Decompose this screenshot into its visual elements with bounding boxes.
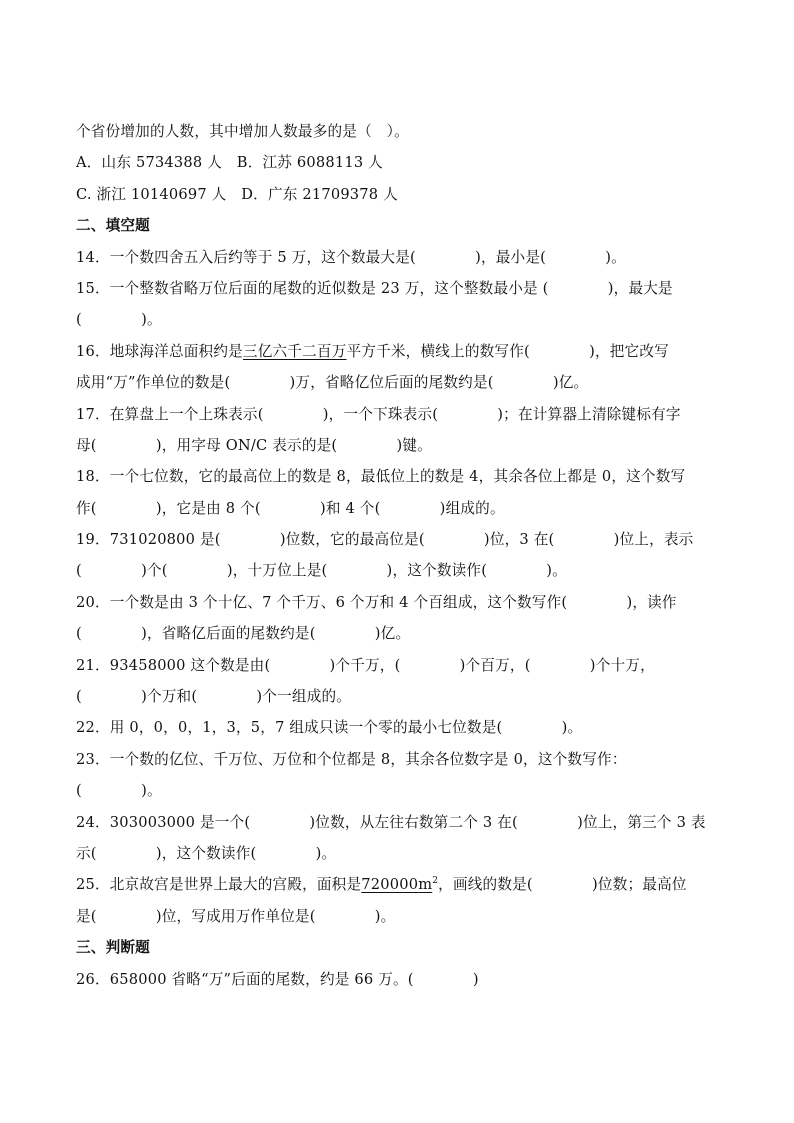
- q24-line1: 24．303003000 是一个( )位数，从左往右数第二个 3 在( )位上，第三个 3 表: [76, 813, 706, 831]
- q25-line2: 是( )位，写成用万作单位是( )。: [76, 907, 396, 925]
- q18-line1: 18．一个七位数，它的最高位上的数是 8，最低位上的数是 4，其余各位上都是 0，这个数写: [76, 468, 686, 486]
- q16-suffix: 平方千米，横线上的数写作( )，把它改写: [346, 342, 669, 360]
- q25-underlined-number: [361, 876, 432, 893]
- q21-line1: 21．93458000 这个数是由( )个千万，( )个百万，( )个十万，: [76, 656, 655, 674]
- q25-line1: [76, 869, 726, 900]
- q18-line2: 作( )，它是由 8 个( )和 4 个( )组成的。: [76, 499, 505, 517]
- q25-prefix: 25．北京故宫是世界上最大的宫殿，面积是: [76, 876, 362, 894]
- q16-prefix: 16．地球海洋总面积约是: [76, 342, 243, 360]
- q19-line2: ( )个( )，十万位上是( )，这个数读作( )。: [76, 562, 567, 580]
- worksheet-page: [76, 116, 726, 995]
- q20-line2: ( )，省略亿后面的尾数约是( )亿。: [76, 625, 411, 643]
- q13-options-cd: C. 浙江 10140697 人 D．广东 21709378 人: [76, 185, 398, 203]
- q15-line2: ( )。: [76, 311, 162, 329]
- section-heading-judge: 三、判断题: [76, 939, 150, 957]
- q13-options-ab: A．山东 5734388 人 B．江苏 6088113 人: [76, 154, 383, 172]
- q26: 26．658000 省略“万”后面的尾数，约是 66 万。( ): [76, 970, 479, 988]
- q15-line1: 15．一个整数省略万位后面的尾数的近似数是 23 万，这个整数最小是 ( )，最大是: [76, 279, 673, 297]
- q13-stem: 个省份增加的人数，其中增加人数最多的是（ ）。: [76, 123, 409, 140]
- q14: 14．一个数四舍五入后约等于 5 万，这个数最大是( )，最小是( )。: [76, 248, 626, 266]
- q25-unit: m: [418, 876, 433, 894]
- q25-unit-superscript: 2: [432, 876, 439, 887]
- q20-line1: 20．一个数是由 3 个十亿、7 个千万、6 个万和 4 个百组成，这个数写作( )，读作: [76, 593, 677, 611]
- q19-line1: 19．731020800 是( )位数，它的最高位是( )位，3 在( )位上，表示: [76, 531, 694, 549]
- q16-line2: 成用“万”作单位的数是( )万，省略亿位后面的尾数约是( )亿。: [76, 374, 589, 392]
- q22: 22．用 0，0，0，1，3，5，7 组成只读一个零的最小七位数是( )。: [76, 719, 583, 737]
- q25-number: 720000: [361, 876, 419, 894]
- q16-line1: [76, 336, 726, 367]
- q16-underlined-number: 三亿六千二百万: [242, 342, 347, 360]
- q23-line2: ( )。: [76, 782, 162, 800]
- q17-line1: 17．在算盘上一个上珠表示( )，一个下珠表示( )；在计算器上清除键标有字: [76, 405, 681, 423]
- q25-suffix: ，画线的数是( )位数；最高位: [438, 876, 687, 894]
- q23-line1: 23．一个数的亿位、千万位、万位和个位都是 8，其余各位数字是 0，这个数写作：: [76, 750, 627, 768]
- section-heading-fill: 二、填空题: [76, 217, 150, 235]
- q17-line2: 母( )，用字母 ON/C 表示的是( )键。: [76, 436, 432, 454]
- q21-line2: ( )个万和( )个一组成的。: [76, 688, 352, 706]
- q24-line2: 示( )，这个数读作( )。: [76, 844, 337, 862]
